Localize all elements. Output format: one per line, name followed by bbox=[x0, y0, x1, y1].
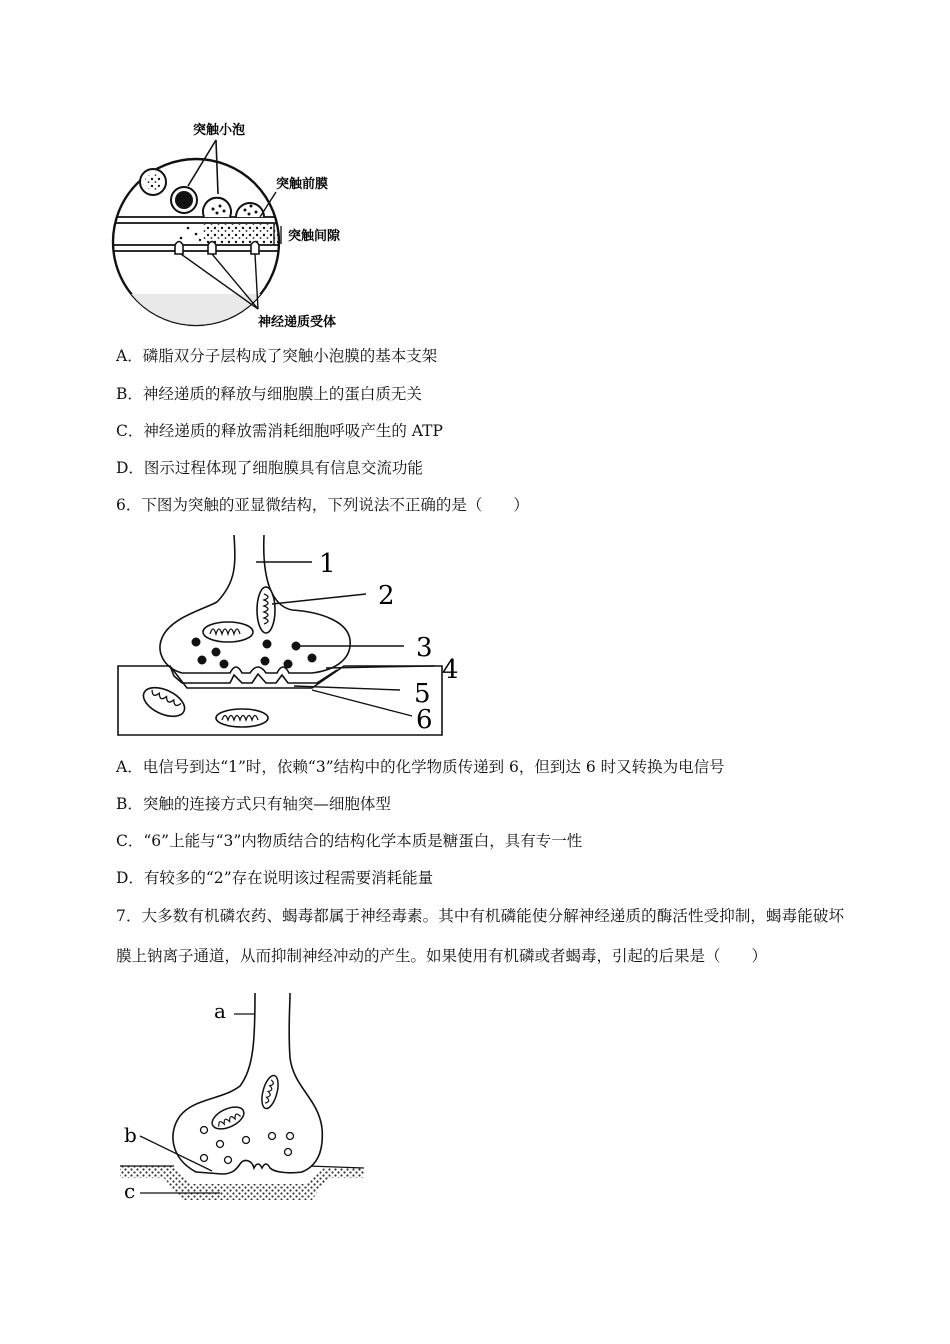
figure-synapse-abc bbox=[112, 988, 372, 1210]
q5-option-a: A．磷脂双分子层构成了突触小泡膜的基本支架 bbox=[116, 347, 438, 365]
presynaptic-terminal bbox=[173, 993, 322, 1174]
mitochondrion bbox=[216, 709, 268, 727]
label-2: 2 bbox=[378, 581, 395, 611]
figure-synapse-numbered bbox=[112, 530, 472, 740]
postsynaptic-membrane bbox=[120, 1166, 364, 1200]
label-a: a bbox=[214, 999, 226, 1023]
q7-stem: 7．大多数有机磷农药、蝎毒都属于神经毒素。其中有机磷能使分解神经递质的酶活性受抑制，蝎毒能破坏膜上钠离子通道，从而抑制神经冲动的产生。如果使用有机磷或者蝎毒，引起的后果是（ ） bbox=[116, 907, 844, 965]
synaptic-vesicles bbox=[192, 638, 317, 669]
synaptic-vesicle-fusing bbox=[203, 198, 231, 217]
label-c: c bbox=[124, 1179, 136, 1203]
mitochondrion bbox=[139, 682, 189, 722]
synaptic-vesicle-fusing bbox=[236, 203, 264, 217]
mitochondrion bbox=[257, 587, 275, 633]
q6-option-b: B．突触的连接方式只有轴突—细胞体型 bbox=[116, 795, 391, 813]
label-vesicle: 突触小泡 bbox=[193, 123, 246, 138]
q5-option-b: B．神经递质的释放与细胞膜上的蛋白质无关 bbox=[116, 385, 422, 403]
q5-option-c: C．神经递质的释放需消耗细胞呼吸产生的 ATP bbox=[116, 422, 443, 440]
label-1: 1 bbox=[319, 549, 336, 579]
q5-option-d: D．图示过程体现了细胞膜具有信息交流功能 bbox=[116, 459, 423, 477]
q6-stem: 6．下图为突触的亚显微结构，下列说法不正确的是（ ） bbox=[116, 496, 529, 514]
label-synaptic-cleft: 突触间隙 bbox=[288, 229, 341, 244]
mitochondrion bbox=[203, 622, 253, 642]
label-6: 6 bbox=[416, 705, 433, 735]
synaptic-vesicle bbox=[140, 169, 166, 195]
label-4: 4 bbox=[442, 655, 459, 685]
label-b: b bbox=[124, 1123, 137, 1147]
label-3: 3 bbox=[416, 633, 433, 663]
synaptic-vesicle bbox=[171, 187, 197, 213]
label-presynaptic-membrane: 突触前膜 bbox=[276, 177, 329, 192]
q6-option-d: D．有较多的“2”存在说明该过程需要消耗能量 bbox=[116, 869, 434, 887]
q6-option-a: A．电信号到达“1”时，依赖“3”结构中的化学物质传递到 6，但到达 6 时又转换为电信号 bbox=[116, 758, 725, 776]
label-receptor: 神经递质受体 bbox=[258, 315, 337, 330]
label-5: 5 bbox=[414, 679, 431, 709]
figure-synapse-circle bbox=[108, 114, 358, 334]
q6-option-c: C．“6”上能与“3”内物质结合的结构化学本质是糖蛋白，具有专一性 bbox=[116, 832, 583, 850]
